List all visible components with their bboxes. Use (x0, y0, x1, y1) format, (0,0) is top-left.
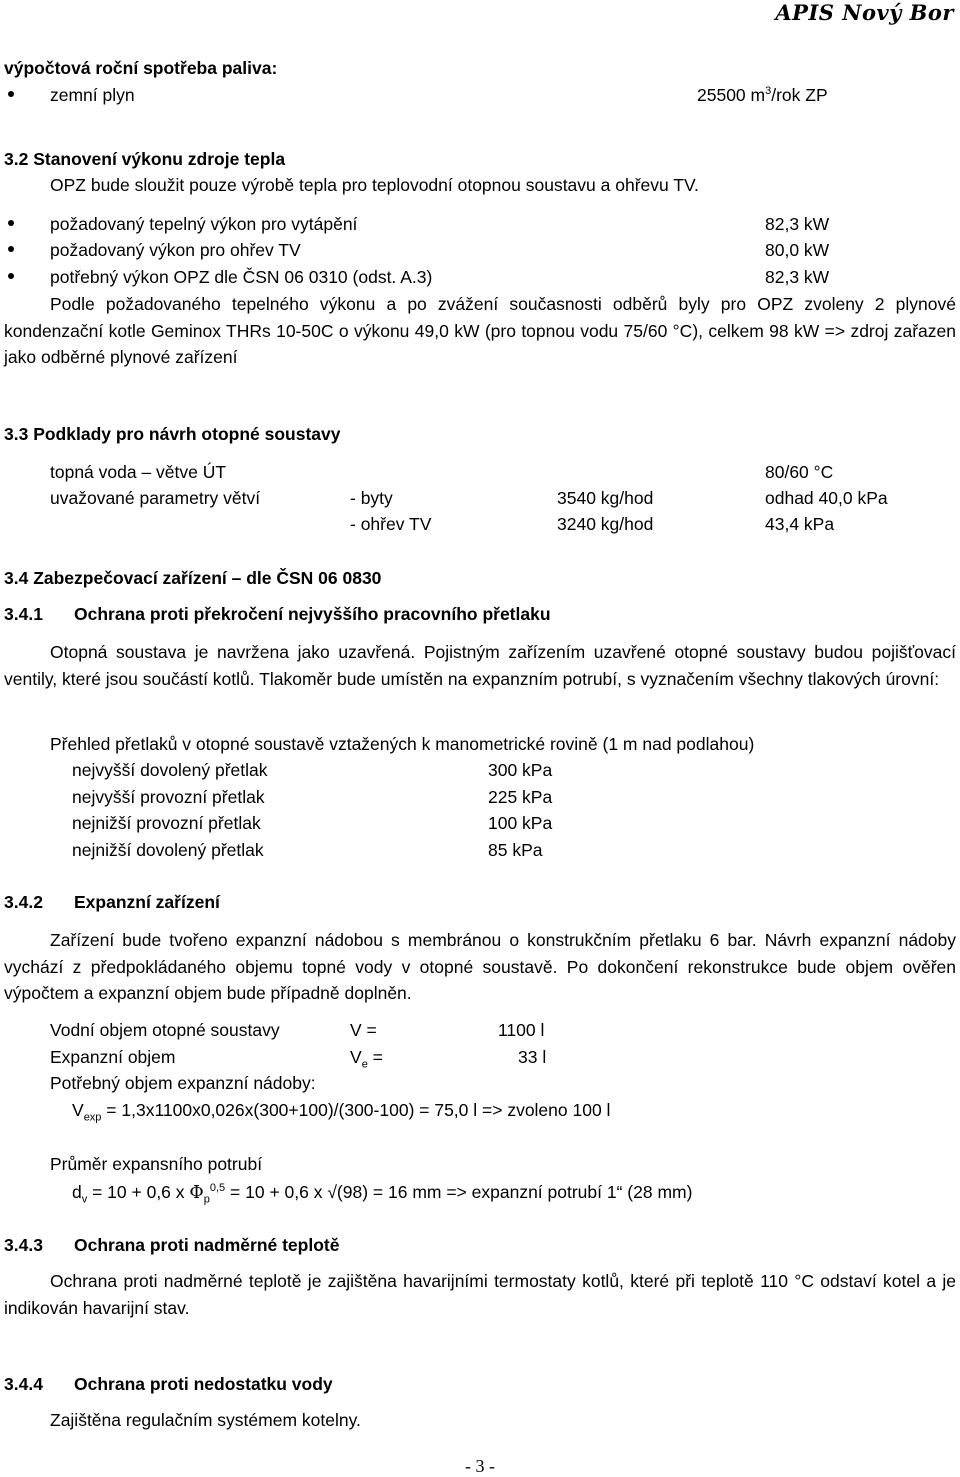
pressure-label: nejnižší provozní přetlak (72, 813, 261, 833)
section-3-4-1-number: 3.4.1 (4, 604, 43, 624)
section-3-4-1-title: Ochrana proti překročení nejvyššího pracovního přetlaku (74, 604, 551, 624)
section-3-4-3-title: Ochrana proti nadměrné teplotě (74, 1235, 340, 1255)
branch-params-label: uvažované parametry větví (50, 488, 261, 508)
branch-name: - ohřev TV (350, 514, 432, 534)
expansion-volume-symbol: $V_e$ = (350, 1047, 383, 1071)
fuel-item-label: zemní plyn (50, 85, 135, 105)
power-item-label: požadovaný tepelný výkon pro vytápění (50, 214, 358, 234)
expansion-volume-value: 33 l (518, 1047, 547, 1067)
expansion-volume-label: Expanzní objem (50, 1047, 176, 1067)
required-volume-label: Potřebný objem expanzní nádoby: (50, 1073, 316, 1093)
branch-flow: 3540 kg/hod (557, 488, 654, 508)
heating-water-label: topná voda – větve ÚT (50, 462, 227, 482)
section-3-4-4-title: Ochrana proti nedostatku vody (74, 1374, 333, 1394)
power-item-value: 82,3 kW (765, 214, 830, 234)
section-3-3-heading: 3.3 Podklady pro návrh otopné soustavy (4, 424, 341, 444)
branch-pressure: 43,4 kPa (765, 514, 835, 534)
bullet-icon (8, 220, 14, 226)
bullet-icon (8, 273, 14, 279)
power-item-label: požadovaný výkon pro ohřev TV (50, 240, 301, 260)
pressure-value: 85 kPa (488, 840, 543, 860)
branch-name: - byty (350, 488, 393, 508)
section-3-4-3-number: 3.4.3 (4, 1235, 43, 1255)
fuel-heading: výpočtová roční spotřeba paliva: (4, 58, 278, 78)
section-3-4-1-paragraph: Otopná soustava je navržena jako uzavřená. Pojistným zařízením uzavřené otopné soustavy budou pojišťovací ventily, které jsou součástí kotlů. Tlakoměr bude umístěn na expanzním potrubí, s vyznačením všechny tlakových úrovní: (4, 642, 956, 689)
pressure-value: 225 kPa (488, 787, 553, 807)
section-3-4-4-number: 3.4.4 (4, 1374, 43, 1394)
vexp-formula: $V_{exp} = 1,3x1100x0,026x(300+100)/(300-100) = 75,0$ l => zvoleno 100 l (72, 1100, 611, 1124)
header-watermark: APIS Nový Bor (775, 0, 954, 25)
heating-water-value: 80/60 °C (765, 462, 834, 482)
bullet-icon (8, 246, 14, 252)
section-3-4-2-number: 3.4.2 (4, 892, 43, 912)
branch-pressure: odhad 40,0 kPa (765, 488, 888, 508)
water-volume-symbol: V = (350, 1020, 377, 1040)
pressure-value: 100 kPa (488, 813, 553, 833)
section-3-2-intro: OPZ bude sloužit pouze výrobě tepla pro teplovodní otopnou soustavu a ohřevu TV. (50, 175, 699, 195)
section-3-4-2-paragraph: Zařízení bude tvořeno expanzní nádobou s membránou o konstrukčním přetlaku 6 bar. Návrh expanzní nádoby vychází z předpokládaného objemu topné vody v otopné soustavě. Po dokončení rekonstrukce bude objem ověřen výpočtem a expanzní objem bude případně doplněn. (4, 930, 956, 1003)
pressure-label: nejnižší dovolený přetlak (72, 840, 264, 860)
power-item-label: potřebný výkon OPZ dle ČSN 06 0310 (odst. A.3) (50, 267, 433, 287)
pipe-diameter-label: Průměr expansního potrubí (50, 1154, 263, 1174)
water-volume-value: 1100 l (498, 1020, 545, 1040)
section-3-2-paragraph: Podle požadovaného tepelného výkonu a po zvážení současnosti odběrů byly pro OPZ zvoleny 2 plynové kondenzační kotle Geminox THRs 10-50C o výkonu 49,0 kW (pro topnou vodu 75/60 °C), celkem 98 kW => zdroj zařazen jako odběrné plynové zařízení (4, 294, 956, 367)
pressure-label: nejvyšší provozní přetlak (72, 787, 265, 807)
section-3-4-3-paragraph: Ochrana proti nadměrné teplotě je zajištěna havarijními termostaty kotlů, které při teplotě 110 °C odstaví kotel a je indikován havarijní stav. (4, 1271, 956, 1318)
bullet-icon (8, 91, 14, 97)
pressure-value: 300 kPa (488, 760, 553, 780)
section-3-4-heading: 3.4 Zabezpečovací zařízení – dle ČSN 06 0830 (4, 568, 382, 588)
power-item-value: 82,3 kW (765, 267, 830, 287)
pressure-label: nejvyšší dovolený přetlak (72, 760, 268, 780)
section-3-4-2-title: Expanzní zařízení (74, 892, 220, 912)
power-item-value: 80,0 kW (765, 240, 830, 260)
page-number: - 3 - (465, 1456, 495, 1476)
pressure-overview: Přehled přetlaků v otopné soustavě vztažených k manometrické rovině (1 m nad podlahou) (50, 734, 755, 754)
water-volume-label: Vodní objem otopné soustavy (50, 1020, 280, 1040)
pipe-diameter-formula: $d_v = 10 + 0,6$ x $\Phi_p^{0,5} = 10 + 0,6$ x √(98) = 16 mm => expanzní potrubí 1“ (28 mm) (72, 1182, 693, 1206)
section-3-2-heading: 3.2 Stanovení výkonu zdroje tepla (4, 149, 286, 169)
fuel-item-value: 25500 $m^3$/rok ZP (697, 85, 828, 105)
branch-flow: 3240 kg/hod (557, 514, 654, 534)
section-3-4-4-text: Zajištěna regulačním systémem kotelny. (50, 1410, 361, 1430)
